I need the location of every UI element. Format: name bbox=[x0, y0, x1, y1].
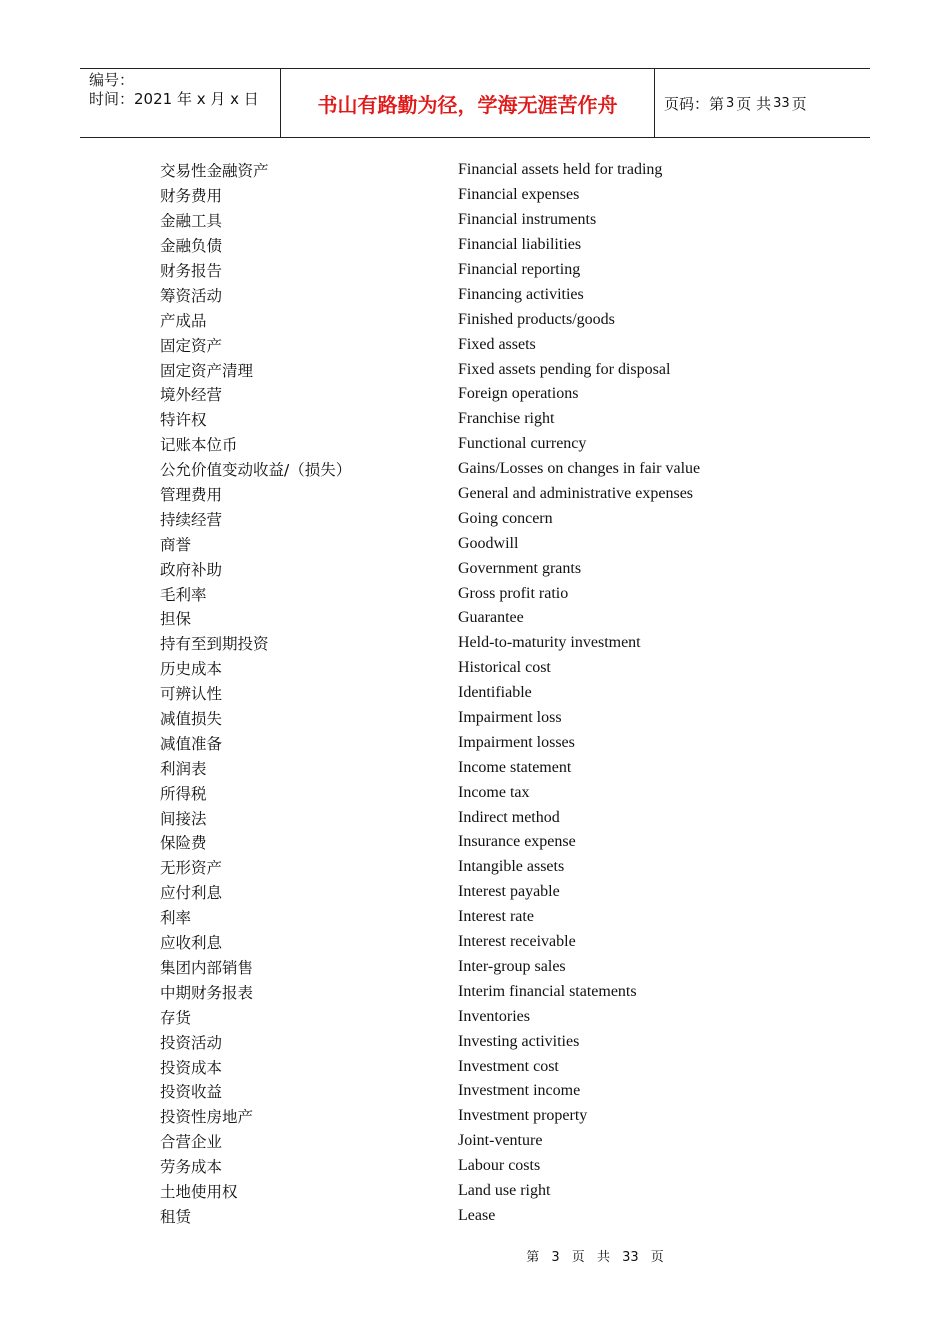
glossary-row bbox=[160, 357, 800, 382]
glossary-row bbox=[160, 581, 800, 606]
page-current: 3 bbox=[726, 95, 735, 111]
glossary-row bbox=[160, 158, 800, 183]
term-english: Indirect method bbox=[458, 808, 560, 826]
term-english: Functional currency bbox=[458, 435, 587, 453]
term-chinese: 投资成本 bbox=[160, 1058, 223, 1077]
term-english: Interest payable bbox=[458, 883, 560, 901]
glossary-row bbox=[160, 457, 800, 482]
term-english: Interest rate bbox=[458, 908, 534, 926]
term-chinese: 记账本位币 bbox=[160, 436, 238, 455]
term-english: Goodwill bbox=[458, 534, 519, 552]
term-chinese: 应收利息 bbox=[160, 934, 223, 953]
term-english: Fixed assets pending for disposal bbox=[458, 360, 671, 378]
term-chinese: 交易性金融资产 bbox=[160, 162, 269, 181]
glossary-row bbox=[160, 681, 800, 706]
term-english: Gains/Losses on changes in fair value bbox=[458, 460, 701, 478]
term-chinese: 投资活动 bbox=[160, 1033, 223, 1052]
term-english: Financial reporting bbox=[458, 261, 581, 278]
term-english: Impairment loss bbox=[458, 709, 562, 727]
term-english: Franchise right bbox=[458, 410, 555, 428]
term-chinese: 政府补助 bbox=[160, 560, 223, 579]
glossary-row bbox=[160, 1054, 800, 1079]
glossary-row bbox=[160, 730, 800, 755]
term-chinese: 利率 bbox=[160, 909, 192, 928]
term-english: Finished products/goods bbox=[458, 310, 615, 328]
glossary-row bbox=[160, 805, 800, 830]
term-english: Financial assets held for trading bbox=[458, 161, 663, 179]
glossary-row bbox=[160, 208, 800, 233]
glossary-row bbox=[160, 930, 800, 955]
glossary-row bbox=[160, 979, 800, 1004]
header-meta bbox=[80, 69, 281, 137]
serial-label: 编号： bbox=[89, 71, 135, 89]
term-chinese: 无形资产 bbox=[160, 859, 223, 878]
term-chinese: 管理费用 bbox=[160, 486, 223, 505]
term-english: Government grants bbox=[458, 559, 582, 577]
term-english: Going concern bbox=[458, 509, 553, 527]
term-english: General and administrative expenses bbox=[458, 485, 694, 503]
term-chinese: 合营企业 bbox=[160, 1133, 223, 1152]
term-chinese: 商誉 bbox=[160, 535, 192, 554]
footer-current: 3 bbox=[551, 1250, 560, 1265]
glossary-row bbox=[160, 830, 800, 855]
term-english: Interest receivable bbox=[458, 933, 576, 951]
term-english: Lease bbox=[458, 1206, 496, 1224]
term-chinese: 投资收益 bbox=[160, 1083, 223, 1102]
glossary-row bbox=[160, 1029, 800, 1054]
glossary-row bbox=[160, 307, 800, 332]
date-label: 时间：2021 年 x 月 x 日 bbox=[89, 90, 259, 108]
term-english: Financial expenses bbox=[458, 186, 580, 204]
glossary-row bbox=[160, 1203, 800, 1228]
term-chinese: 持有至到期投资 bbox=[160, 635, 269, 654]
glossary-row bbox=[160, 905, 800, 930]
term-chinese: 减值损失 bbox=[160, 710, 223, 729]
term-chinese: 存货 bbox=[160, 1008, 192, 1027]
term-chinese: 筹资活动 bbox=[160, 286, 223, 305]
page-prefix: 页码：第 bbox=[664, 94, 725, 113]
term-chinese: 间接法 bbox=[160, 809, 207, 828]
term-english: Investment property bbox=[458, 1107, 588, 1125]
glossary-row bbox=[160, 1154, 800, 1179]
glossary-row bbox=[160, 506, 800, 531]
term-english: Financial instruments bbox=[458, 211, 597, 229]
term-english: Foreign operations bbox=[458, 385, 579, 403]
term-chinese: 保险费 bbox=[160, 834, 207, 853]
header-motto: 书山有路勤为径，学海无涯苦作舟 bbox=[281, 69, 655, 137]
term-chinese: 集团内部销售 bbox=[160, 958, 254, 977]
term-chinese: 固定资产清理 bbox=[160, 361, 254, 380]
term-english: Identifiable bbox=[458, 684, 532, 702]
term-chinese: 特许权 bbox=[160, 411, 207, 430]
footer-mid2: 共 bbox=[596, 1250, 610, 1265]
term-english: Income tax bbox=[458, 783, 530, 801]
term-english: Joint-venture bbox=[458, 1132, 543, 1150]
glossary-row bbox=[160, 1104, 800, 1129]
term-english: Financing activities bbox=[458, 285, 584, 303]
glossary-row bbox=[160, 631, 800, 656]
glossary-row bbox=[160, 332, 800, 357]
page-suffix: 页 bbox=[791, 94, 807, 113]
glossary-row bbox=[160, 531, 800, 556]
term-chinese: 金融工具 bbox=[160, 212, 223, 231]
glossary-row bbox=[160, 1129, 800, 1154]
term-chinese: 可辨认性 bbox=[160, 685, 223, 704]
page-footer bbox=[0, 1246, 950, 1265]
glossary-row bbox=[160, 855, 800, 880]
term-chinese: 租赁 bbox=[160, 1207, 192, 1226]
term-chinese: 土地使用权 bbox=[160, 1182, 238, 1201]
term-english: Investing activities bbox=[458, 1032, 580, 1050]
term-chinese: 担保 bbox=[160, 610, 192, 629]
glossary-row bbox=[160, 706, 800, 731]
term-english: Impairment losses bbox=[458, 733, 575, 751]
glossary-row bbox=[160, 233, 800, 258]
term-english: Inventories bbox=[458, 1007, 530, 1025]
term-english: Historical cost bbox=[458, 659, 551, 677]
term-chinese: 中期财务报表 bbox=[160, 983, 254, 1002]
term-english: Held-to-maturity investment bbox=[458, 634, 641, 652]
term-chinese: 毛利率 bbox=[160, 585, 207, 604]
glossary-row bbox=[160, 955, 800, 980]
page-mid: 页 共 bbox=[736, 94, 772, 113]
glossary-row bbox=[160, 1179, 800, 1204]
term-english: Inter-group sales bbox=[458, 957, 566, 975]
term-english: Fixed assets bbox=[458, 335, 536, 353]
glossary-row bbox=[160, 183, 800, 208]
term-chinese: 利润表 bbox=[160, 759, 207, 778]
glossary-row bbox=[160, 482, 800, 507]
term-english: Insurance expense bbox=[458, 833, 576, 851]
glossary-row bbox=[160, 258, 800, 283]
glossary-row bbox=[160, 407, 800, 432]
glossary-row bbox=[160, 556, 800, 581]
term-chinese: 财务报告 bbox=[160, 262, 223, 280]
term-english: Investment income bbox=[458, 1082, 581, 1100]
footer-total: 33 bbox=[622, 1250, 639, 1265]
term-english: Income statement bbox=[458, 758, 572, 776]
glossary-row bbox=[160, 780, 800, 805]
term-english: Gross profit ratio bbox=[458, 584, 569, 602]
footer-suffix: 页 bbox=[650, 1250, 664, 1265]
glossary-row bbox=[160, 755, 800, 780]
glossary-row bbox=[160, 432, 800, 457]
glossary-row bbox=[160, 1004, 800, 1029]
term-chinese: 财务费用 bbox=[160, 187, 223, 206]
glossary-list bbox=[160, 158, 800, 1228]
term-chinese: 减值准备 bbox=[160, 734, 223, 753]
term-english: Land use right bbox=[458, 1181, 551, 1199]
term-chinese: 产成品 bbox=[160, 311, 207, 330]
term-chinese: 所得税 bbox=[160, 784, 207, 803]
glossary-row bbox=[160, 880, 800, 905]
glossary-row bbox=[160, 606, 800, 631]
term-english: Intangible assets bbox=[458, 858, 565, 876]
term-english: Interim financial statements bbox=[458, 982, 637, 1000]
footer-prefix: 第 bbox=[526, 1250, 540, 1265]
term-chinese: 持续经营 bbox=[160, 510, 223, 529]
glossary-row bbox=[160, 656, 800, 681]
term-english: Financial liabilities bbox=[458, 236, 582, 254]
term-english: Labour costs bbox=[458, 1157, 541, 1175]
term-chinese: 金融负债 bbox=[160, 237, 223, 256]
term-chinese: 应付利息 bbox=[160, 884, 223, 903]
term-english: Investment cost bbox=[458, 1057, 559, 1075]
term-chinese: 固定资产 bbox=[160, 336, 223, 355]
term-chinese: 公允价值变动收益/（损失） bbox=[160, 461, 352, 480]
glossary-row bbox=[160, 382, 800, 407]
footer-mid1: 页 bbox=[571, 1250, 585, 1265]
term-chinese: 投资性房地产 bbox=[160, 1108, 254, 1127]
term-chinese: 劳务成本 bbox=[160, 1158, 223, 1177]
term-english: Guarantee bbox=[458, 609, 524, 627]
header-page-info bbox=[655, 69, 870, 137]
glossary-row bbox=[160, 282, 800, 307]
page-total: 33 bbox=[773, 95, 790, 111]
page-header bbox=[80, 68, 870, 138]
term-chinese: 历史成本 bbox=[160, 660, 223, 679]
glossary-row bbox=[160, 1079, 800, 1104]
term-chinese: 境外经营 bbox=[160, 386, 223, 405]
